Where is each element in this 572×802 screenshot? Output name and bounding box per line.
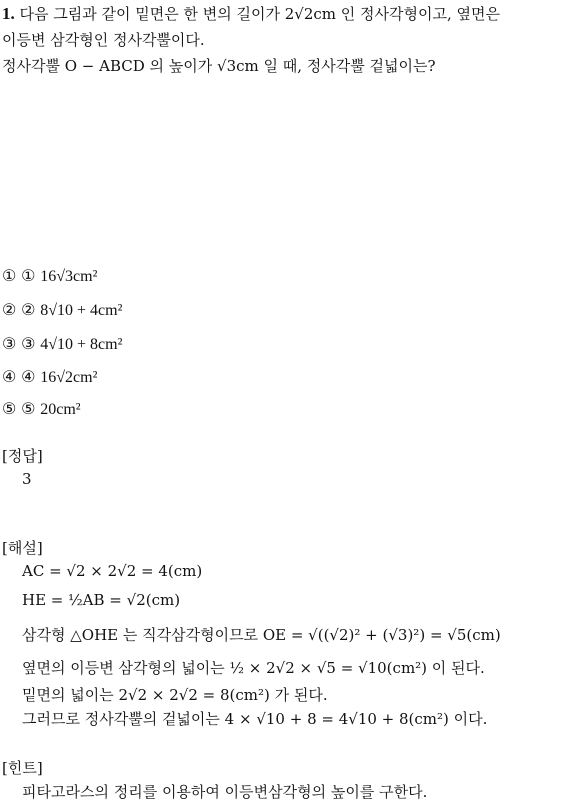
choice-3[interactable] [2,334,122,355]
explanation-line-3: 삼각형 △OHE 는 직각삼각형이므로 OE = √((√2)² + (√3)²) = √5(cm) [22,626,501,644]
explanation-line-2: HE = ½AB = √2(cm) [22,591,181,609]
choice-2-text: 8√10 + 4cm² [40,302,123,319]
choice-2[interactable] [2,300,122,321]
choice-1-text: 16√3cm² [40,268,98,285]
question-number: 1. [2,4,15,23]
choice-4[interactable] [2,367,97,388]
choice-4-inner-mark: ④ [21,369,36,386]
question-line-1 [2,4,500,24]
choice-1-inner-mark: ① [21,268,36,285]
explanation-line-6: 그러므로 정사각뿔의 겉넓이는 4 × √10 + 8 = 4√10 + 8(cm²) 이다. [22,710,488,728]
explanation-label: [해설] [2,539,43,557]
explanation-line-4: 옆면의 이등변 삼각형의 넓이는 ½ × 2√2 × √5 = √10(cm²) 이 된다. [22,659,485,677]
choice-5-inner-mark: ⑤ [21,401,36,418]
answer-value: 3 [22,470,32,488]
choice-1-mark: ① [2,268,17,285]
choice-2-inner-mark: ② [21,302,36,319]
question-text-2: 이등변 삼각형인 정사각뿔이다. [2,31,205,49]
choice-4-mark: ④ [2,369,17,386]
choice-5-mark: ⑤ [2,401,17,418]
choice-3-text: 4√10 + 8cm² [40,336,123,353]
choice-5[interactable] [2,399,81,420]
choice-5-text: 20cm² [40,401,81,418]
question-text-3: 정사각뿔 O − ABCD 의 높이가 √3cm 일 때, 정사각뿔 겉넓이는? [2,57,436,75]
answer-label: [정답] [2,447,43,465]
hint-label: [힌트] [2,759,43,777]
choice-4-text: 16√2cm² [40,369,98,386]
explanation-line-1: AC = √2 × 2√2 = 4(cm) [22,562,203,580]
hint-text: 피타고라스의 정리를 이용하여 이등변삼각형의 높이를 구한다. [22,783,428,801]
choice-3-mark: ③ [2,336,17,353]
explanation-line-5: 밑면의 넓이는 2√2 × 2√2 = 8(cm²) 가 된다. [22,686,328,704]
choice-3-inner-mark: ③ [21,336,36,353]
choice-1[interactable] [2,266,97,287]
choice-2-mark: ② [2,302,17,319]
question-text-1: 다음 그림과 같이 밑면은 한 변의 길이가 2√2cm 인 정사각형이고, 옆면은 [19,5,500,23]
